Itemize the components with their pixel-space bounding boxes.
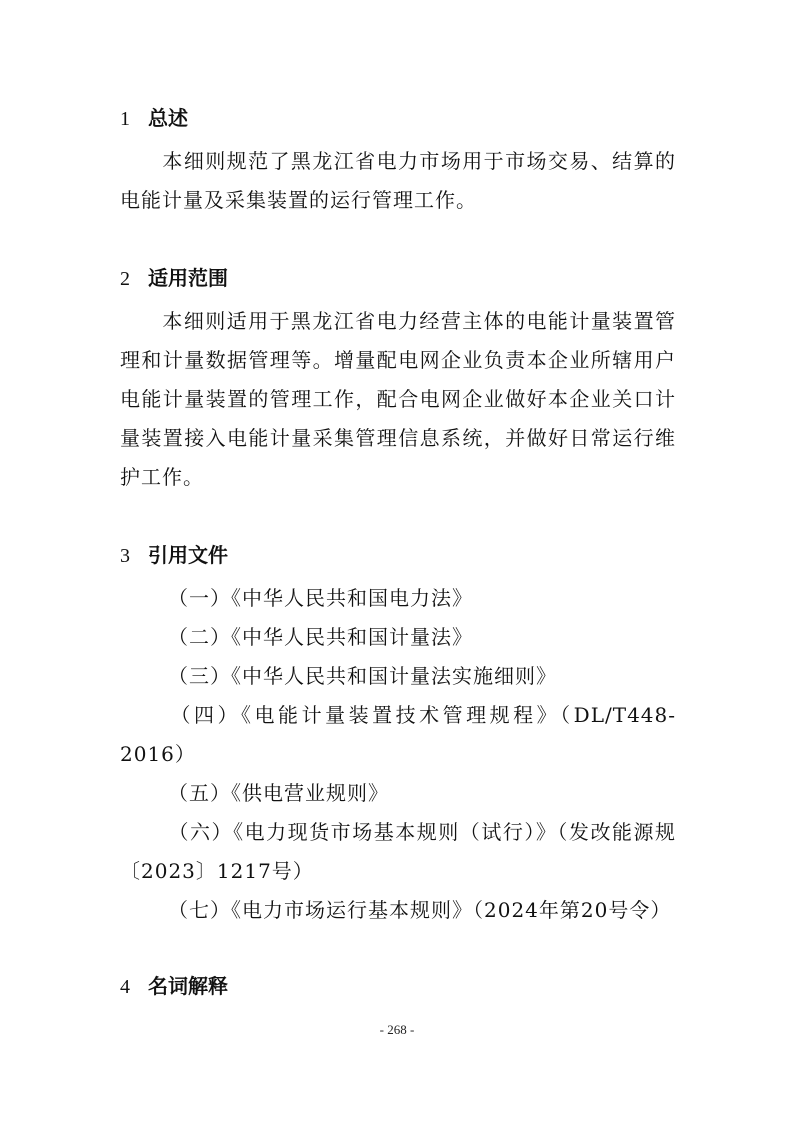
reference-item (120, 774, 676, 813)
section-number: 4 (120, 976, 130, 998)
section-number: 1 (120, 108, 130, 130)
reference-item (120, 579, 676, 618)
section-4-heading (120, 972, 228, 1001)
paragraph-text: 本细则规范了黑龙江省电力市场用于市场交易、结算的电能计量及采集装置的运行管理工作。 (120, 149, 676, 212)
reference-item (120, 891, 676, 930)
section-title: 总述 (148, 106, 188, 130)
reference-text: （四）《电能计量装置技术管理规程》（DL/T448-2016） (120, 703, 676, 766)
section-title: 引用文件 (148, 543, 228, 567)
section-3-heading (120, 541, 228, 570)
reference-item (120, 657, 676, 696)
section-title: 适用范围 (148, 266, 228, 290)
reference-text: （七）《电力市场运行基本规则》（2024年第20号令） (168, 898, 672, 922)
section-2-paragraph (120, 302, 676, 497)
section-1-paragraph (120, 142, 676, 220)
section-title: 名词解释 (148, 974, 228, 998)
reference-item (120, 696, 676, 774)
reference-text: （一）《中华人民共和国电力法》 (168, 586, 473, 610)
paragraph-text: 本细则适用于黑龙江省电力经营主体的电能计量装置管理和计量数据管理等。增量配电网企业负责本企业所辖用户电能计量装置的管理工作，配合电网企业做好本企业关口计量装置接入电能计量采集管理信息系统，并做好日常运行维护工作。 (120, 309, 676, 489)
section-2-heading (120, 264, 228, 293)
reference-text: （二）《中华人民共和国计量法》 (168, 625, 473, 649)
reference-text: （六）《电力现货市场基本规则（试行）》（发改能源规〔2023〕1217号） (120, 820, 676, 883)
page-number: - 268 - (379, 1022, 415, 1037)
reference-text: （三）《中华人民共和国计量法实施细则》 (168, 664, 557, 688)
reference-item (120, 618, 676, 657)
reference-item (120, 813, 676, 891)
section-number: 3 (120, 545, 130, 567)
reference-text: （五）《供电营业规则》 (168, 781, 389, 805)
section-1-heading (120, 104, 188, 133)
section-number: 2 (120, 268, 130, 290)
